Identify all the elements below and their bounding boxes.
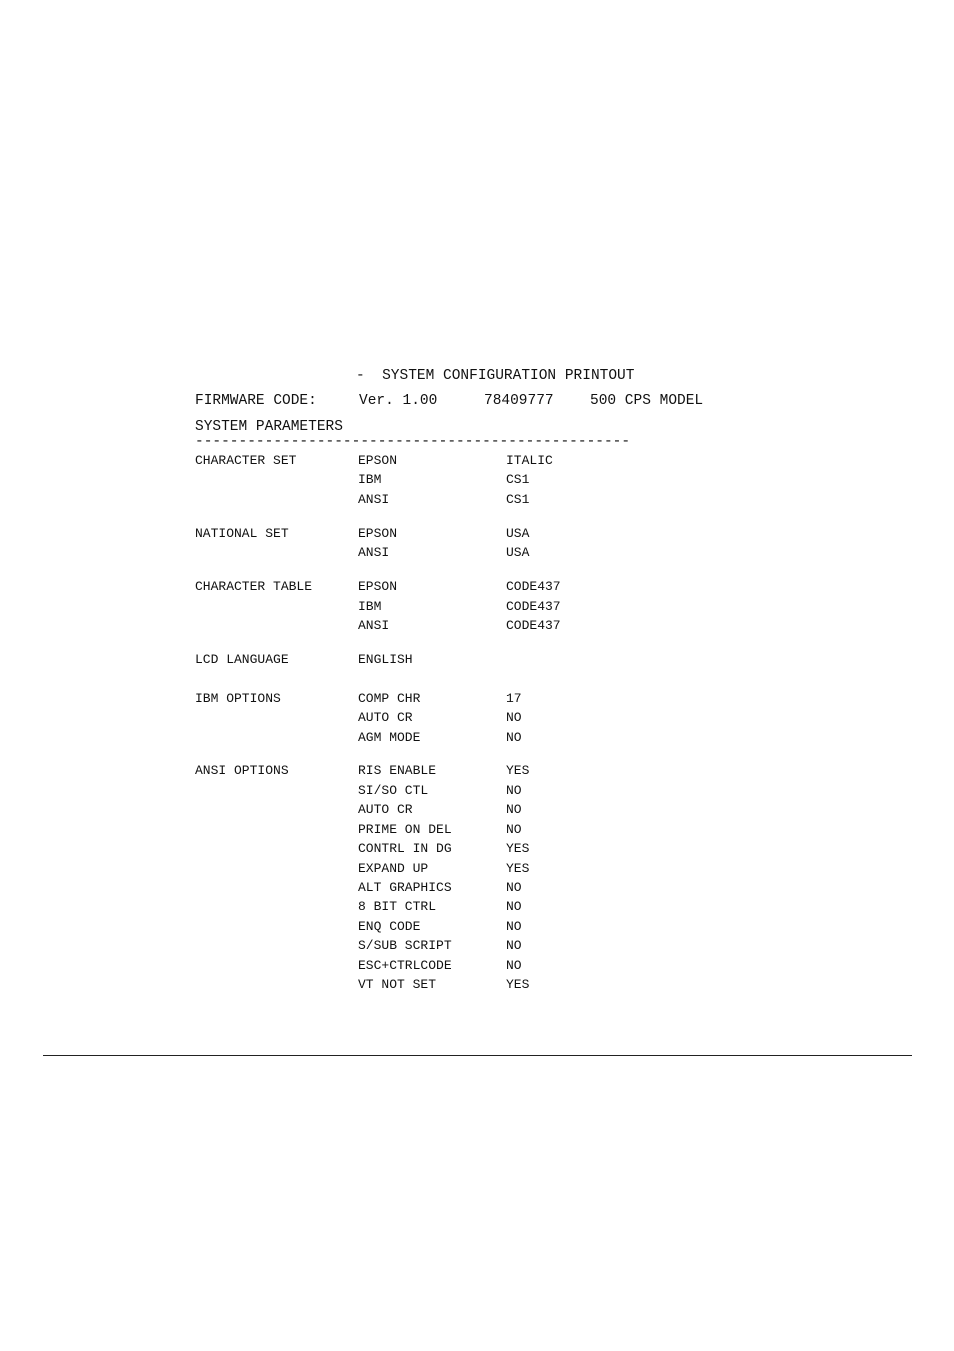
table-row	[0, 763, 954, 781]
table-row	[0, 526, 954, 544]
table-row	[0, 453, 954, 471]
param-value: NO	[506, 710, 522, 725]
separator-line: --------------------------------------------------	[195, 434, 631, 450]
param-name: ANSI	[358, 545, 390, 560]
param-value: CS1	[506, 472, 530, 487]
param-name: 8 BIT CTRL	[358, 899, 437, 914]
param-value: USA	[506, 526, 530, 541]
table-row	[0, 977, 954, 995]
param-value: NO	[506, 919, 522, 934]
param-group-label: CHARACTER TABLE	[195, 579, 313, 594]
table-row	[0, 492, 954, 510]
table-row	[0, 652, 954, 670]
table-row	[0, 545, 954, 563]
param-name: S/SUB SCRIPT	[358, 938, 452, 953]
param-name: AGM MODE	[358, 730, 421, 745]
param-name: EXPAND UP	[358, 861, 429, 876]
param-value: USA	[506, 545, 530, 560]
param-group-label: ANSI OPTIONS	[195, 763, 289, 778]
param-group-label: LCD LANGUAGE	[195, 652, 289, 667]
param-name: EPSON	[358, 579, 398, 594]
table-row	[0, 783, 954, 801]
param-name: ANSI	[358, 618, 390, 633]
param-value: YES	[506, 977, 530, 992]
param-group-label: CHARACTER SET	[195, 453, 297, 468]
firmware-label: FIRMWARE CODE:	[195, 393, 317, 409]
param-name: AUTO CR	[358, 802, 413, 817]
param-value: NO	[506, 880, 522, 895]
firmware-model: 500 CPS MODEL	[590, 393, 704, 409]
param-value: NO	[506, 899, 522, 914]
table-row	[0, 938, 954, 956]
param-name: ALT GRAPHICS	[358, 880, 452, 895]
table-row	[0, 579, 954, 597]
param-name: RIS ENABLE	[358, 763, 437, 778]
firmware-version: Ver. 1.00	[359, 393, 438, 409]
param-value: CODE437	[506, 579, 561, 594]
table-row	[0, 618, 954, 636]
table-row	[0, 841, 954, 859]
param-name: ANSI	[358, 492, 390, 507]
param-name: AUTO CR	[358, 710, 413, 725]
param-name: EPSON	[358, 453, 398, 468]
printout-title: - SYSTEM CONFIGURATION PRINTOUT	[356, 368, 635, 384]
param-group-label: IBM OPTIONS	[195, 691, 281, 706]
table-row	[0, 599, 954, 617]
firmware-number: 78409777	[484, 393, 554, 409]
param-name: PRIME ON DEL	[358, 822, 452, 837]
table-row	[0, 899, 954, 917]
section-title: SYSTEM PARAMETERS	[195, 419, 343, 435]
param-name: ENGLISH	[358, 652, 413, 667]
param-value: 17	[506, 691, 522, 706]
page-divider	[43, 1055, 912, 1056]
param-name: IBM	[358, 599, 382, 614]
param-value: YES	[506, 841, 530, 856]
param-name: SI/SO CTL	[358, 783, 429, 798]
table-row	[0, 691, 954, 709]
table-row	[0, 822, 954, 840]
param-value: YES	[506, 763, 530, 778]
param-name: ENQ CODE	[358, 919, 421, 934]
param-value: NO	[506, 958, 522, 973]
param-name: CONTRL IN DG	[358, 841, 452, 856]
param-value: NO	[506, 783, 522, 798]
param-name: EPSON	[358, 526, 398, 541]
param-value: NO	[506, 822, 522, 837]
table-row	[0, 861, 954, 879]
table-row	[0, 880, 954, 898]
param-value: YES	[506, 861, 530, 876]
param-name: ESC+CTRLCODE	[358, 958, 452, 973]
param-name: COMP CHR	[358, 691, 421, 706]
table-row	[0, 802, 954, 820]
param-name: IBM	[358, 472, 382, 487]
param-value: NO	[506, 730, 522, 745]
param-value: NO	[506, 938, 522, 953]
param-name: VT NOT SET	[358, 977, 437, 992]
param-value: ITALIC	[506, 453, 553, 468]
table-row	[0, 919, 954, 937]
table-row	[0, 710, 954, 728]
param-value: CODE437	[506, 599, 561, 614]
param-value: CODE437	[506, 618, 561, 633]
param-value: NO	[506, 802, 522, 817]
param-group-label: NATIONAL SET	[195, 526, 289, 541]
table-row	[0, 730, 954, 748]
table-row	[0, 472, 954, 490]
table-row	[0, 958, 954, 976]
param-value: CS1	[506, 492, 530, 507]
